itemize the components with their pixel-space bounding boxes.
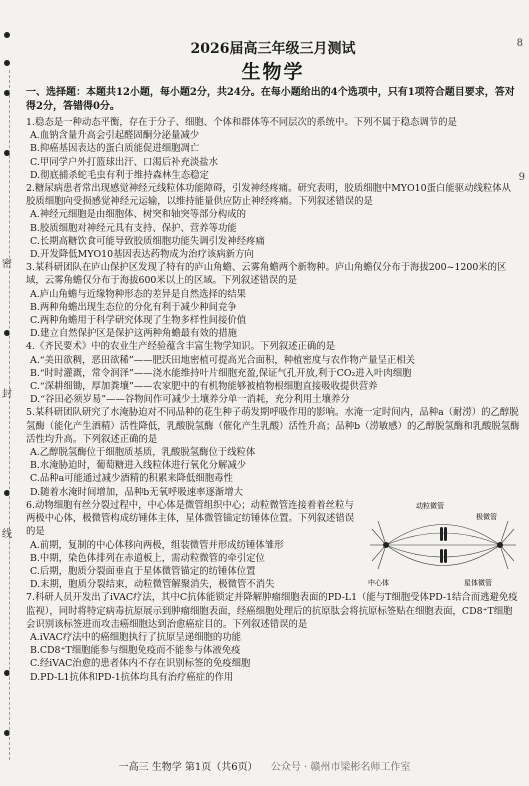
question-1	[26, 116, 520, 182]
question-option: D.随着水淹时间增加，品种b无氧呼吸速率逐渐增大	[30, 486, 244, 498]
question-option: C.品种a可能通过减少酒精的积累来降低细胞毒性	[30, 473, 233, 485]
question-option: C.长期高糖饮食可能导致胶质细胞功能失调引发神经疼痛	[30, 235, 265, 247]
seal-label-xian: 线	[2, 529, 12, 540]
question-option: D.“谷田必须岁易”——谷物间作可减少土壤养分单一消耗，充分利用土壤养分	[30, 394, 350, 406]
question-option: A.iVAC疗法中的癌细胞执行了抗原呈递细胞的功能	[30, 631, 241, 643]
question-option: A.乙醇脱氢酶位于细胞质基质，乳酸脱氢酶位于线粒体	[30, 447, 256, 459]
question-option: B.中期，染色体排列在赤道板上，需动粒微管的牵引定位	[30, 552, 265, 564]
question-option: D.开发降低MYO10基因表达药物成为治疗该病新方向	[30, 249, 254, 261]
question-option: D.建立自然保护区是保护这两种角蟾最有效的措施	[30, 328, 238, 340]
chromosome-icon	[440, 527, 443, 541]
question-stem: 4.《齐民要术》中的农业生产经验蕴含丰富生物学知识。下列叙述正确的是	[26, 341, 335, 353]
question-option: D.末期，胞质分裂结束，动粒微管解聚消失，极微管不消失	[30, 579, 275, 591]
chromosome-icon	[444, 527, 447, 541]
label-astral-mt: 星体微管	[464, 578, 492, 587]
watermark: 公众号 · 赣州市梁彬名师工作室	[270, 762, 411, 773]
binding-holes	[4, 30, 12, 770]
seal-line	[9, 70, 10, 760]
question-option: B.CD8⁺T细胞能参与细胞免疫而不能参与体液免疫	[30, 645, 241, 657]
chromosome-icon	[444, 549, 447, 563]
page-number: 一高三 生物学 第1页（共6页）	[118, 762, 258, 773]
seal-label-feng: 封	[2, 389, 12, 400]
question-4	[26, 340, 520, 406]
question-option: C.后期，胞质分裂面垂直于星体微管锚定的纺锤体位置	[30, 565, 256, 577]
question-option: B.两种角蟾出现生态位的分化有利于减少种间竞争	[30, 301, 237, 313]
question-option: D.彻底捕杀蛇毛虫有利于维持森林生态稳定	[30, 169, 209, 181]
question-option: C.甲同学户外打篮球出汗、口渴后补充淡盐水	[30, 156, 218, 168]
question-option: A.庐山角蟾与近缘物种形态的差异是自然选择的结果	[30, 288, 247, 300]
label-centrosome: 中心体	[368, 578, 389, 587]
exam-subject: 生物学	[241, 61, 305, 83]
binding-hole-icon	[4, 32, 10, 38]
corner-mark-top: 8	[516, 38, 523, 49]
section-heading: 一、选择题：本题共12小题，每小题2分，共24分。在每小题给出的4个选项中，只有1项符合题目要求，答对得2分，答错得0分。	[26, 87, 515, 112]
question-option: B.“时时灌溉，常令润泽”——浇水能维持叶片细胞充盈,保证气孔开放,利于CO₂进入叶肉细胞	[30, 367, 412, 379]
question-6-text	[26, 499, 356, 591]
question-option: C.经iVAC治愈的患者体内不存在识别标签的免疫细胞	[30, 658, 251, 670]
centrosome-icon	[497, 542, 503, 548]
label-kinetochore-mt: 动粒微管	[416, 501, 444, 510]
centrosome-icon	[383, 542, 389, 548]
question-stem: 5.某科研团队研究了水淹胁迫对不同品种的花生种子萌发期呼吸作用的影响。水淹一定时间内，品种a（耐涝）的乙醇脱氢酶（能化产生酒精）活性降低，乳酸脱氢酶（催化产生乳酸）活性升高；品种b（涝敏感）的乙醇脱氢酶和乳酸脱氢酶活性均升高。下列叙述正确的是	[26, 407, 520, 445]
exam-title: 2026届高三年级三月测试	[190, 41, 356, 57]
question-stem: 7.科研人员开发出了iVAC疗法，其中C抗体能锁定并降解肿瘤细胞表面的PD-L1（能与T细胞受体PD-1结合而逃避免疫监视），同时将特定病毒抗原展示到肿瘤细胞表面，经癌细胞处理后的抗原肽会将抗原标签贴在细胞表面，CD8⁺T细胞会识别该标签进而攻击癌细胞达到治愈癌症目的。下列叙述错误的是	[26, 592, 518, 630]
question-option: B.胶质细胞对神经元具有支持、保护、营养等功能	[30, 222, 237, 234]
question-option: C.“深耕细锄，厚加粪壤”——农家肥中的有机物能够被植物根细胞直接吸收提供营养	[30, 381, 378, 393]
question-option: B.水淹胁迫时，葡萄糖进入线粒体进行氧化分解减少	[30, 460, 247, 472]
question-option: A.血钠含量升高会引起醛固酮分泌量减少	[30, 130, 200, 142]
exam-content	[26, 40, 520, 684]
question-option: A.前期，复制的中心体移向两极，组装微管并形成纺锤体雏形	[30, 539, 284, 551]
corner-mark-mid: 9	[518, 172, 525, 183]
question-option: B.抑癌基因表达的蛋白质能促进细胞凋亡	[30, 143, 200, 155]
binding-hole-icon	[4, 60, 10, 66]
question-6	[26, 499, 520, 591]
question-option: A.神经元细胞是由细胞体、树突和轴突等部分构成的	[30, 209, 247, 221]
question-2	[26, 182, 520, 261]
question-7	[26, 591, 520, 683]
spindle-diagram	[368, 499, 518, 591]
question-option: A.“美田欲稠，恶田欲稀”——肥沃田地密植可提高光合面积，种植密度与农作物产量呈正相关	[30, 354, 415, 366]
page-footer	[0, 758, 529, 773]
question-5	[26, 406, 520, 498]
question-3	[26, 261, 520, 340]
chromosome-icon	[440, 549, 443, 563]
question-stem: 3.某科研团队在庐山保护区发现了特有的庐山角蟾、云雾角蟾两个新物种。庐山角蟾仅分布于海拔200~1200米的区域，云雾角蟾仅分布于海拔600米以上的区域。下列叙述错误的是	[26, 262, 507, 287]
label-polar-mt: 极微管	[476, 512, 497, 521]
question-stem: 6.动物细胞有丝分裂过程中，中心体是微管组织中心；动粒微管连接着着丝粒与两极中心体，极微管构成纺锤体主体，星体微管锚定纺锤体位置。下列叙述错误的是	[26, 499, 355, 538]
seal-label-mi: 密	[2, 259, 12, 270]
question-stem: 2.糖尿病患者常出现感觉神经元线粒体功能障碍，引发神经疼痛。研究表明，胶质细胞中MYO10蛋白能驱动线粒体从胶质细胞向受损感觉神经元运输，以维持能量供应防止神经疼痛。下列叙述错误的是	[26, 183, 511, 208]
question-stem: 1.稳态是一种动态平衡，存在于分子、细胞、个体和群体等不同层次的系统中。下列不属于稳态调节的是	[26, 117, 457, 128]
question-option: C.两种角蟾用于科学研究体现了生物多样性间接价值	[30, 315, 247, 327]
question-option: D.PD-L1抗体和PD-1抗体均具有治疗癌症的作用	[30, 671, 234, 683]
